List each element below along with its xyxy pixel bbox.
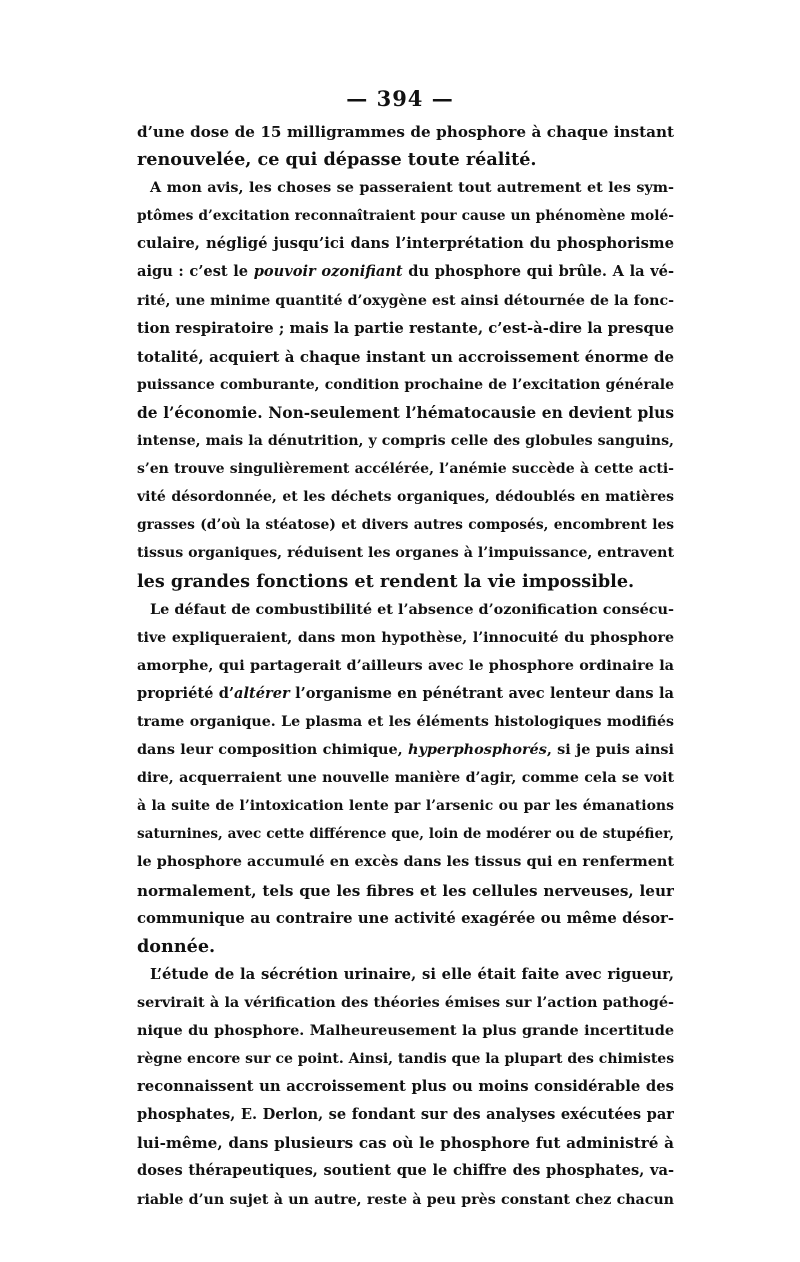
italic-phrase: altérer	[234, 684, 290, 702]
text-segment: L’étude de la sécrétion urinaire, si elle était faite avec rigueur,	[150, 965, 674, 983]
text-segment: règne encore sur ce point. Ainsi, tandis que la plupart des chimistes	[137, 1051, 674, 1068]
text-line	[137, 230, 674, 258]
text-segment: totalité, acquiert à chaque instant un accroissement énorme de	[137, 347, 674, 366]
text-line	[137, 1101, 674, 1129]
text-segment: , si je puis ainsi	[546, 741, 674, 759]
text-segment: dans leur composition chimique,	[137, 741, 408, 759]
text-segment: d’une dose de 15 milligrammes de phosphore à chaque instant	[137, 123, 674, 141]
text-line	[137, 1186, 674, 1214]
text-segment: propriété d’	[137, 684, 235, 702]
text-segment: grasses (d’où la stéatose) et divers autres composés, encombrent les	[137, 517, 674, 534]
text-segment: phosphates, E. Derlon, se fondant sur des analyses exécutées par	[137, 1106, 674, 1124]
text-line	[137, 764, 674, 792]
text-segment: amorphe, qui partagerait d’ailleurs avec le phosphore ordinaire la	[137, 656, 674, 674]
text-line	[137, 1157, 674, 1185]
text-segment: reconnaissent un accroissement plus ou moins considérable des	[137, 1078, 674, 1096]
text-line	[137, 1129, 674, 1157]
text-line	[137, 596, 674, 624]
text-segment: servirait à la vérification des théories émises sur l’action pathogé-	[137, 993, 674, 1011]
text-segment: culaire, négligé jusqu’ici dans l’interprétation du phosphorisme	[137, 235, 674, 253]
text-line	[137, 483, 674, 511]
text-segment: Le défaut de combustibilité et l’absence d’ozonification consécu-	[150, 600, 674, 618]
text-line	[137, 511, 674, 539]
text-segment: vité désordonnée, et les déchets organiques, dédoublés en matières	[137, 489, 674, 506]
text-line	[137, 877, 674, 905]
text-segment: doses thérapeutiques, soutient que le chiffre des phosphates, va-	[137, 1162, 674, 1180]
text-line	[137, 989, 674, 1017]
text-line	[137, 961, 674, 989]
text-segment: nique du phosphore. Malheureusement la plus grande incertitude	[137, 1022, 674, 1039]
text-segment: à la suite de l’intoxication lente par l’arsenic ou par les émanations	[137, 798, 674, 815]
text-segment: normalement, tels que les fibres et les cellules nerveuses, leur	[137, 881, 674, 900]
page-number: — 394 —	[346, 86, 454, 111]
text-segment: trame organique. Le plasma et les éléments histologiques modifiés	[137, 713, 674, 730]
text-line	[137, 933, 674, 961]
text-segment: s’en trouve singulièrement accélérée, l’anémie succède à cette acti-	[137, 461, 674, 478]
text-line	[137, 399, 674, 427]
text-line	[137, 792, 674, 820]
text-line	[137, 680, 674, 708]
text-segment: donnée.	[137, 935, 216, 957]
italic-phrase: hyperphosphorés	[408, 741, 547, 759]
text-segment: le phosphore accumulé en excès dans les tissus qui en renferment	[137, 853, 674, 871]
text-line	[137, 371, 674, 399]
text-line	[137, 624, 674, 652]
text-segment: lui-même, dans plusieurs cas où le phosphore fut administré à	[137, 1134, 674, 1153]
text-segment: saturnines, avec cette différence que, loin de modérer ou de stupéfier,	[137, 826, 674, 843]
text-line	[137, 455, 674, 483]
text-line	[137, 287, 674, 315]
text-segment: renouvelée, ce qui dépasse toute réalité.	[137, 149, 537, 171]
text-line	[137, 568, 674, 596]
text-segment: aigu : c’est le	[137, 263, 254, 281]
text-line	[137, 1073, 674, 1101]
text-segment: intense, mais la dénutrition, y compris celle des globules sanguins,	[137, 433, 674, 450]
text-segment: dire, acquerraient une nouvelle manière d’agir, comme cela se voit	[137, 770, 674, 787]
text-segment: l’organisme en pénétrant avec lenteur dans la	[289, 684, 674, 702]
text-segment: les grandes fonctions et rendent la vie impossible.	[137, 570, 635, 592]
text-segment: A mon avis, les choses se passeraient tout autrement et les sym-	[150, 179, 674, 197]
body-text	[137, 118, 674, 1214]
text-line	[137, 1017, 674, 1045]
text-segment: de l’économie. Non-seulement l’hématocausie en devient plus	[137, 403, 674, 422]
text-segment: communique au contraire une activité exagérée ou même désor-	[137, 909, 674, 927]
text-segment: tion respiratoire ; mais la partie restante, c’est-à-dire la presque	[137, 319, 674, 337]
text-segment: puissance comburante, condition prochaine de l’excitation générale	[137, 376, 674, 393]
text-segment: ptômes d’excitation reconnaîtraient pour cause un phénomène molé-	[137, 208, 674, 225]
text-line	[137, 315, 674, 343]
text-line	[137, 174, 674, 202]
text-line	[137, 427, 674, 455]
text-segment: du phosphore qui brûle. A la vé-	[402, 263, 674, 281]
italic-phrase: pouvoir ozonifiant	[253, 263, 403, 281]
text-line	[137, 820, 674, 848]
text-line	[137, 258, 674, 286]
text-line	[137, 1045, 674, 1073]
text-line	[137, 539, 674, 567]
text-segment: riable d’un sujet à un autre, reste à peu près constant chez chacun	[137, 1191, 674, 1208]
text-line	[137, 202, 674, 230]
text-line	[137, 708, 674, 736]
text-segment: rité, une minime quantité d’oxygène est ainsi détournée de la fonc-	[137, 292, 674, 309]
text-line	[137, 736, 674, 764]
text-line	[137, 652, 674, 680]
text-segment: tissus organiques, réduisent les organes à l’impuissance, entravent	[137, 545, 674, 562]
text-line	[137, 343, 674, 371]
text-line	[137, 905, 674, 933]
text-line	[137, 118, 674, 146]
text-segment: tive expliqueraient, dans mon hypothèse, l’innocuité du phosphore	[137, 629, 674, 646]
text-line	[137, 848, 674, 876]
text-line	[137, 146, 674, 174]
